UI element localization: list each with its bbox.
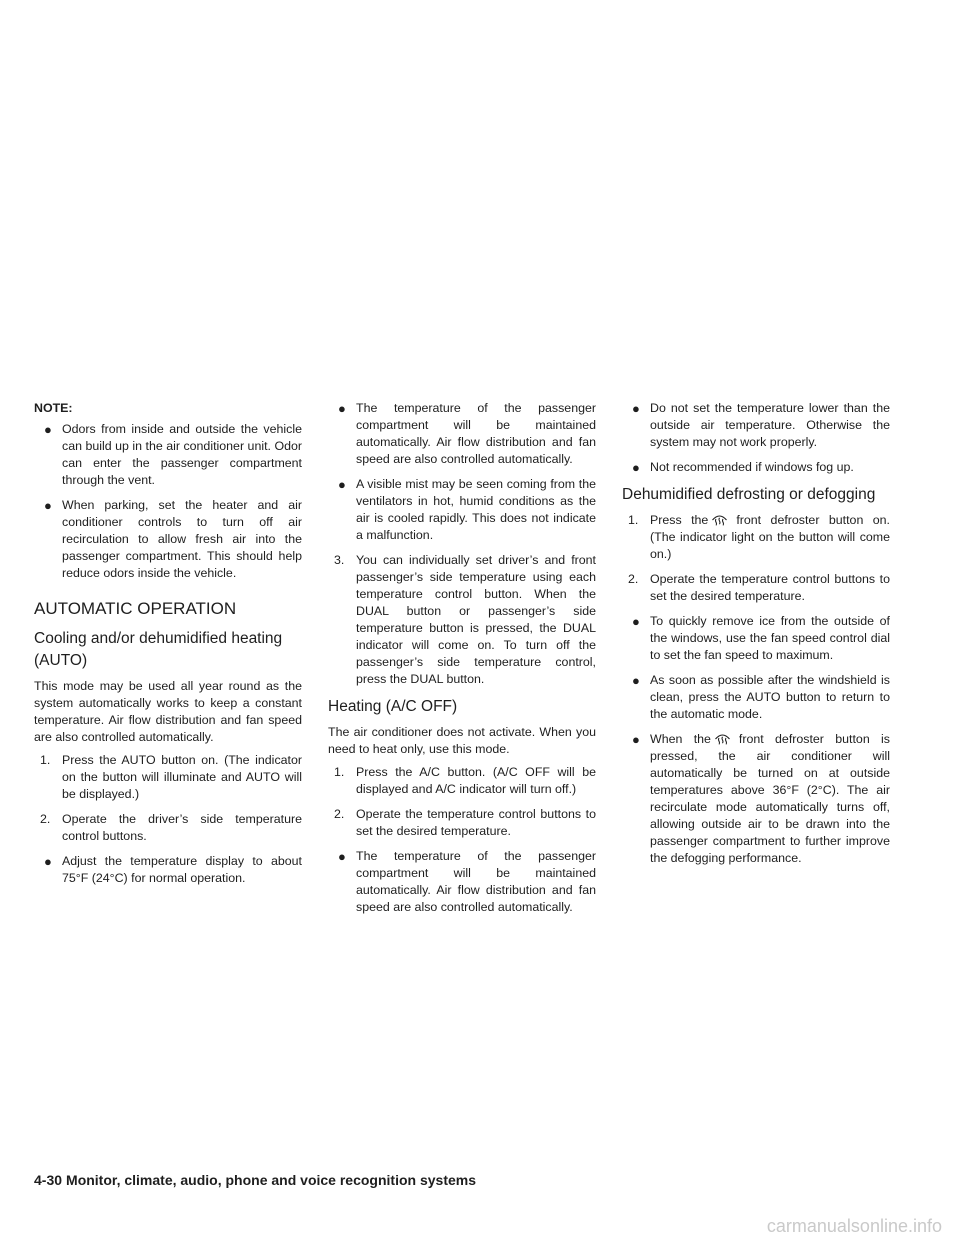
- note-bullet-odors: Odors from inside and outside the vehicle can build up in the air conditioner unit. Odor can enter the passenger compartment through the vent.: [62, 422, 302, 487]
- bullet-icon: ●: [632, 673, 640, 688]
- step-number: 2.: [40, 812, 51, 826]
- list-item: [622, 731, 890, 867]
- note-bullet-parking: When parking, set the heater and air conditioner controls to turn off air recirculation to allow fresh air into the passenger compartment. This should help reduce odors inside the vehicle.: [62, 498, 302, 580]
- bullet-temp-maintained: The temperature of the passenger compartment will be maintained automatically. Air flow distribution and fan speed are also controlled automatically.: [356, 401, 596, 466]
- step-number: 1.: [334, 765, 345, 779]
- list-item: [622, 613, 890, 664]
- list-item: [328, 806, 596, 840]
- section-title: Monitor, climate, audio, phone and voice recognition systems: [66, 1172, 476, 1188]
- bullet-icon: ●: [632, 614, 640, 629]
- step-number: 1.: [628, 513, 639, 527]
- bullet-adjust-temp: Adjust the temperature display to about 75°F (24°C) for normal operation.: [62, 854, 302, 885]
- heading-auto-mode: Cooling and/or dehumidified heating (AUTO): [34, 630, 283, 669]
- list-item: [34, 497, 302, 582]
- list-item: [622, 571, 890, 605]
- bullet-heating-temp: The temperature of the passenger compartment will be maintained automatically. Air flow distribution and fan speed are also controlled automatically.: [356, 849, 596, 914]
- step-auto-button: Press the AUTO button on. (The indicator on the button will illuminate and AUTO will be displayed.): [62, 753, 302, 801]
- step-number: 2.: [334, 807, 345, 821]
- page-number: 4-30: [34, 1172, 63, 1188]
- list-item: [34, 853, 302, 887]
- bullet-icon: ●: [44, 498, 52, 513]
- heating-intro-paragraph: The air conditioner does not activate. When you need to heat only, use this mode.: [328, 725, 596, 756]
- list-item: [622, 512, 890, 563]
- list-item: [328, 552, 596, 688]
- bullet-remove-ice: To quickly remove ice from the outside of the windows, use the fan speed control dial to set the fan speed to maximum.: [650, 614, 890, 662]
- bullet-return-auto: As soon as possible after the windshield is clean, press the AUTO button to return to the automatic mode.: [650, 673, 890, 721]
- step-number: 3.: [334, 553, 345, 567]
- list-item: [34, 421, 302, 489]
- bullet-icon: ●: [44, 854, 52, 869]
- heading-automatic-operation: AUTOMATIC OPERATION: [34, 599, 237, 618]
- watermark: carmanualsonline.info: [766, 1216, 942, 1236]
- list-item: [622, 672, 890, 723]
- bullet-icon: ●: [632, 460, 640, 475]
- column-left: [34, 400, 302, 895]
- front-defroster-icon: [711, 732, 739, 745]
- list-item: [328, 764, 596, 798]
- step-driver-temp: Operate the driver’s side temperature control buttons.: [62, 812, 302, 843]
- bullet-icon: ●: [338, 477, 346, 492]
- step-defrost-temp: Operate the temperature control buttons to set the desired temperature.: [650, 572, 890, 603]
- auto-intro-paragraph: This mode may be used all year round as the system automatically works to keep a constant temperature. Air flow distribution and fan speed are also controlled automatically.: [34, 679, 302, 744]
- bullet-icon: ●: [44, 422, 52, 437]
- bullet-icon: ●: [338, 401, 346, 416]
- heading-heating: Heating (A/C OFF): [328, 698, 458, 715]
- bullet-icon: ●: [338, 849, 346, 864]
- bullet-visible-mist: A visible mist may be seen coming from the ventilators in hot, humid conditions as the air is cooled rapidly. This does not indicate a malfunction.: [356, 477, 596, 542]
- list-item: [622, 400, 890, 451]
- bullet-fog: Not recommended if windows fog up.: [650, 460, 854, 474]
- list-item: [328, 848, 596, 916]
- front-defroster-icon: [708, 513, 736, 526]
- list-item: [622, 459, 890, 476]
- step-press-pre: Press the: [650, 513, 709, 527]
- page-footer: [34, 1171, 476, 1189]
- step-dual-control: You can individually set driver’s and front passenger’s side temperature using each temperature control button. When the DUAL button or passenger’s side temperature button is pressed, the DUAL indicator will come on. To turn off the passenger’s side temperature control, press the DUAL button.: [356, 553, 596, 686]
- list-item: [34, 811, 302, 845]
- bullet-icon: ●: [632, 401, 640, 416]
- bullet-temp-lower: Do not set the temperature lower than the outside air temperature. Otherwise the system may not work properly.: [650, 401, 890, 449]
- bullet-icon: ●: [632, 732, 640, 747]
- list-item: [328, 400, 596, 468]
- bullet-when-post: front defroster button is pressed, the air conditioner will automatically be turned on at outside temperatures above 36°F (2°C). The air recirculate mode automatically turns off, allowing outside air to be drawn into the passenger compartment to further improve the defogging performance.: [650, 732, 890, 865]
- column-right: [622, 400, 890, 875]
- list-item: [34, 752, 302, 803]
- heading-defrost: Dehumidified defrosting or defogging: [622, 486, 876, 503]
- list-item: [328, 476, 596, 544]
- step-temp-buttons: Operate the temperature control buttons to set the desired temperature.: [356, 807, 596, 838]
- step-number: 1.: [40, 753, 51, 767]
- step-ac-button: Press the A/C button. (A/C OFF will be displayed and A/C indicator will turn off.): [356, 765, 596, 796]
- step-number: 2.: [628, 572, 639, 586]
- bullet-when-pre: When the: [650, 732, 711, 746]
- note-label: NOTE:: [34, 401, 73, 415]
- step-press-post: front defroster button on. (The indicator light on the button will come on.): [650, 513, 890, 561]
- column-middle: [328, 400, 596, 924]
